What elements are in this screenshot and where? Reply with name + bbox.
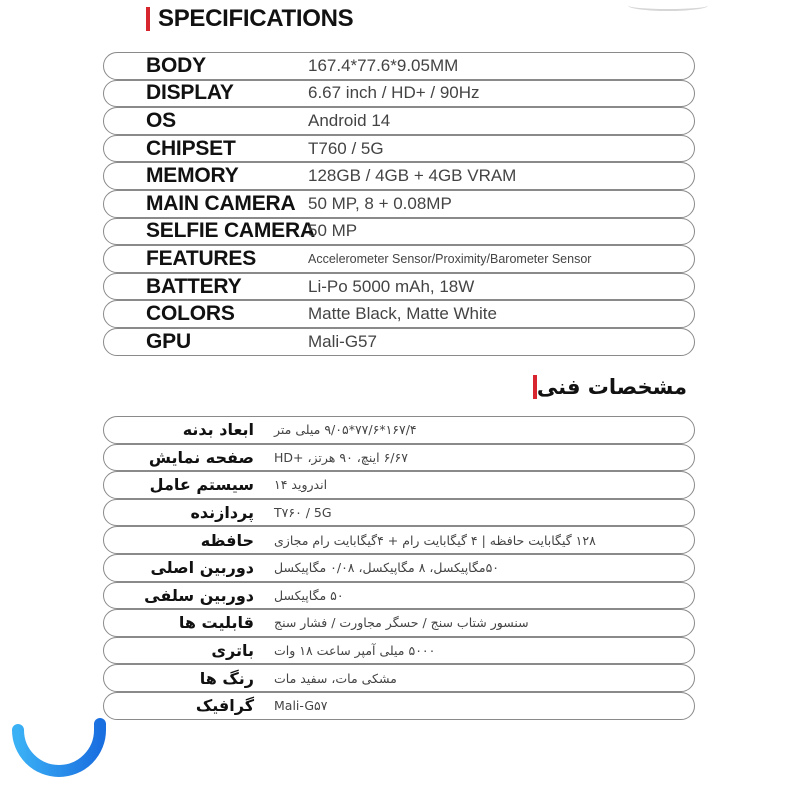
spec-value: Accelerometer Sensor/Proximity/Barometer Sensor <box>308 251 592 266</box>
spec-row-colors <box>103 300 695 328</box>
spec-row-battery <box>103 273 695 301</box>
english-spec-table <box>103 52 695 356</box>
fa-spec-value: ۶/۶۷ اینچ، ۹۰ هرتز، +HD <box>274 449 408 465</box>
fa-spec-row-gpu <box>103 692 695 720</box>
fa-spec-label: صفحه نمایش <box>148 447 254 467</box>
spec-value: T760 / 5G <box>308 138 384 158</box>
spec-row-body <box>103 52 695 80</box>
specifications-title-text: SPECIFICATIONS <box>158 5 354 32</box>
spec-row-memory <box>103 162 695 190</box>
fa-spec-row-features <box>103 609 695 637</box>
fa-spec-row-selfie-camera <box>103 582 695 610</box>
fa-spec-label: پردازنده <box>190 503 254 523</box>
fa-spec-value: ۱۶۷/۴*۷۷/۶*۹/۰۵ میلی متر <box>274 422 417 438</box>
spec-value: 167.4*77.6*9.05MM <box>308 55 459 75</box>
spec-value: Mali-G57 <box>308 331 377 351</box>
spec-row-gpu <box>103 328 695 356</box>
decorative-stroke <box>628 0 708 11</box>
spec-label: MAIN CAMERA <box>146 191 296 215</box>
fa-spec-value: ۵۰ مگاپیکسل <box>274 587 344 603</box>
specifications-title <box>146 4 353 34</box>
spec-row-selfie-camera <box>103 218 695 246</box>
fa-spec-label: حافظه <box>200 530 254 550</box>
spec-row-os <box>103 107 695 135</box>
spec-label: MEMORY <box>146 164 239 188</box>
fa-spec-row-os <box>103 471 695 499</box>
fa-spec-value: ۵۰مگاپیکسل، ۸ مگاپیکسل، ۰/۰۸ مگاپیکسل <box>274 560 500 576</box>
spec-value: 50 MP <box>308 221 358 241</box>
spec-label: DISPLAY <box>146 81 234 105</box>
accent-bar <box>533 375 537 399</box>
spec-label: COLORS <box>146 302 235 326</box>
fa-spec-label: گرافیک <box>195 696 254 716</box>
spec-row-display <box>103 80 695 108</box>
fa-spec-value: Mali-G۵۷ <box>274 698 328 714</box>
fa-spec-label: قابلیت ها <box>178 613 254 633</box>
fa-spec-row-memory <box>103 526 695 554</box>
fa-spec-label: ابعاد بدنه <box>182 420 254 440</box>
fa-spec-row-chipset <box>103 499 695 527</box>
spec-value: 6.67 inch / HD+ / 90Hz <box>308 83 480 103</box>
spec-value: 128GB / 4GB + 4GB VRAM <box>308 166 517 186</box>
fa-spec-row-display <box>103 444 695 472</box>
spec-row-features <box>103 245 695 273</box>
fa-spec-label: رنگ ها <box>199 668 254 688</box>
fa-spec-row-body <box>103 416 695 444</box>
brand-logo-icon <box>10 716 108 782</box>
fa-spec-label: دوربین اصلی <box>150 558 254 578</box>
spec-value: Android 14 <box>308 110 391 130</box>
fa-spec-label: دوربین سلفی <box>144 585 254 605</box>
fa-spec-value: مشکی مات، سفید مات <box>274 670 397 686</box>
spec-row-chipset <box>103 135 695 163</box>
spec-label: BODY <box>146 53 206 77</box>
spec-label: CHIPSET <box>146 136 236 160</box>
persian-spec-table <box>103 416 695 720</box>
spec-label: FEATURES <box>146 246 257 270</box>
accent-bar <box>146 7 150 31</box>
persian-specifications-title <box>525 372 687 402</box>
fa-spec-value: T۷۶۰ / 5G <box>274 505 332 521</box>
spec-value: Matte Black, Matte White <box>308 304 497 324</box>
fa-spec-row-battery <box>103 637 695 665</box>
spec-label: GPU <box>146 329 191 353</box>
persian-title-text: مشخصات فنی <box>536 375 687 399</box>
fa-spec-value: اندروید ۱۴ <box>274 477 328 493</box>
fa-spec-value: ۱۲۸ گیگابایت حافظه | ۴ گیگابایت رام + ۴گیگابایت رام مجازی <box>274 532 596 548</box>
fa-spec-label: باتری <box>211 641 254 661</box>
spec-row-main-camera <box>103 190 695 218</box>
spec-label: OS <box>146 108 176 132</box>
fa-spec-row-main-camera <box>103 554 695 582</box>
fa-spec-value: سنسور شتاب سنج / حسگر مجاورت / فشار سنج <box>274 615 529 631</box>
fa-spec-value: ۵۰۰۰ میلی آمپر ساعت ۱۸ وات <box>274 643 436 659</box>
fa-spec-label: سیستم عامل <box>149 475 254 495</box>
spec-value: 50 MP, 8 + 0.08MP <box>308 193 452 213</box>
fa-spec-row-colors <box>103 664 695 692</box>
spec-value: Li-Po 5000 mAh, 18W <box>308 276 475 296</box>
spec-label: BATTERY <box>146 274 242 298</box>
spec-label: SELFIE CAMERA <box>146 219 315 243</box>
